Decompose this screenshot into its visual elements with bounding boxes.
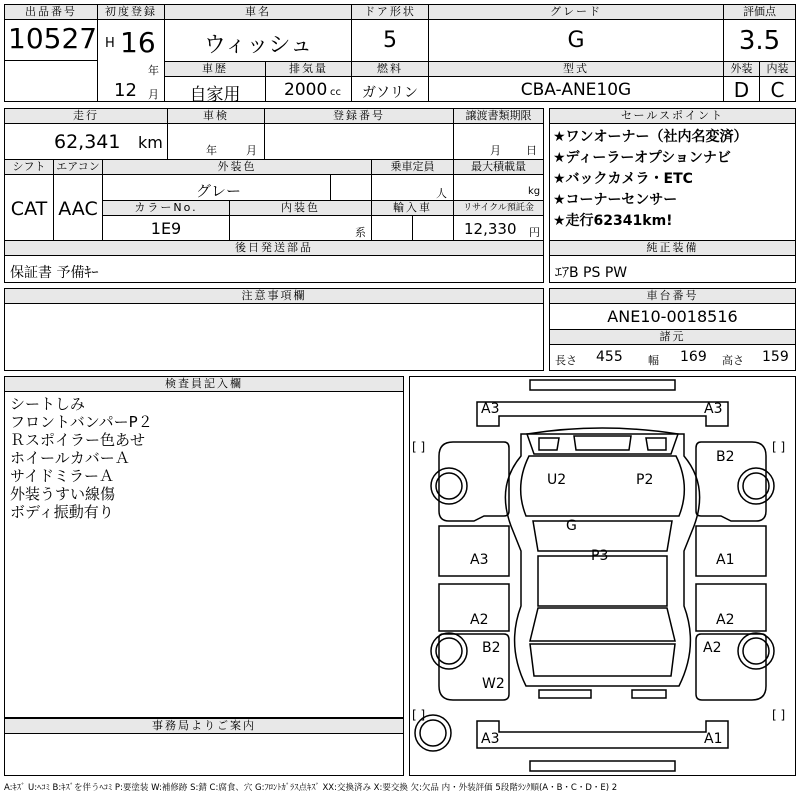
inspector-notes — [10, 395, 153, 521]
inspection-month-unit: 月 — [246, 144, 257, 157]
mileage-label: 走行 — [4, 108, 168, 124]
shift: CAT — [10, 198, 48, 220]
chassis-label: 車台番号 — [549, 288, 796, 304]
caution-label: 注意事項欄 — [4, 288, 544, 304]
inspection-label: 車検 — [167, 108, 265, 124]
bracket-right-top: [ ] — [772, 440, 786, 454]
import-divider — [412, 215, 413, 241]
door-label: ドア形状 — [351, 4, 429, 20]
lot-number: 10527 — [8, 22, 98, 55]
mark-left-rear-lower: W2 — [482, 676, 505, 692]
year-unit: 年 — [148, 64, 159, 77]
lot-number-label: 出品番号 — [4, 4, 98, 20]
ac: AAC — [58, 198, 98, 220]
first-registration-label: 初度登録 — [97, 4, 165, 20]
mark-roof-u: U2 — [547, 472, 567, 488]
height: 159 — [762, 349, 789, 365]
recycle-unit: 円 — [529, 226, 540, 239]
bracket-right-bottom: [ ] — [772, 708, 786, 722]
car-name-label: 車名 — [164, 4, 352, 20]
load-unit: kg — [528, 186, 541, 197]
mark-front-left: A3 — [481, 401, 500, 417]
inspector-note-3: Ｒスポイラー色あせ — [10, 431, 146, 449]
equipment-value: ｴｱB PS PW — [555, 265, 628, 281]
load-label: 最大積載量 — [453, 159, 544, 175]
inspector-note-6: 外装うすい線傷 — [10, 485, 116, 503]
month: 12 — [114, 80, 137, 101]
height-label: 高さ — [722, 354, 744, 367]
shift-label: シフト — [4, 159, 54, 175]
ext-label: 外装 — [723, 61, 760, 77]
inspector-note-4: ホイールカバーＡ — [10, 449, 130, 467]
chassis-number: ANE10-0018516 — [607, 307, 738, 326]
mileage-unit: km — [138, 133, 163, 152]
fuel: ガソリン — [362, 85, 418, 101]
inspector-note-1: シートしみ — [10, 395, 86, 413]
mark-front-right: A3 — [704, 401, 723, 417]
sales-point-5: ★走行62341km! — [553, 213, 673, 229]
inspector-label: 検査員記入欄 — [4, 376, 404, 392]
mark-right-rear-door: A2 — [716, 612, 735, 628]
exterior-color: グレー — [196, 182, 242, 200]
transfer-deadline-label: 譲渡書類期限 — [453, 108, 544, 124]
capacity-unit: 人 — [436, 187, 447, 200]
ext-grade: D — [733, 78, 750, 102]
mark-roof-p: P2 — [636, 472, 654, 488]
import-label: 輸入車 — [371, 200, 454, 216]
grade: G — [567, 28, 585, 53]
office-label: 事務局よりご案内 — [4, 718, 404, 734]
int-label: 内装 — [759, 61, 796, 77]
displacement: 2000 — [284, 80, 328, 100]
width-label: 幅 — [648, 354, 659, 367]
exterior-color-label: 外装色 — [102, 159, 372, 175]
color-no: 1E9 — [150, 219, 182, 238]
length: 455 — [596, 349, 623, 365]
grade-label: グレード — [428, 4, 724, 20]
mark-left-rear-wheel: B2 — [482, 640, 501, 656]
bracket-left-top: [ ] — [412, 440, 426, 454]
mark-glass: G — [566, 518, 577, 534]
model: CBA-ANE10G — [520, 80, 632, 100]
score: 3.5 — [738, 26, 781, 56]
mark-rear-left: A3 — [481, 731, 500, 747]
transfer-month-unit: 月 — [490, 144, 501, 157]
exterior-color-divider — [330, 174, 331, 201]
sales-points-label: セールスポイント — [549, 108, 796, 124]
car-name: ウィッシュ — [203, 33, 313, 58]
reg-number-label: 登録番号 — [264, 108, 454, 124]
mark-left-front-door: A3 — [470, 552, 489, 568]
inspector-note-7: ボディ振動有り — [10, 503, 114, 521]
lot-number-empty-box — [4, 60, 98, 102]
model-label: 型式 — [428, 61, 724, 77]
fuel-label: 燃料 — [351, 61, 429, 77]
sales-points-list — [553, 127, 748, 232]
mileage: 62,341 — [54, 131, 121, 153]
interior-color-label: 内装色 — [229, 200, 372, 216]
length-label: 長さ — [555, 354, 577, 367]
mark-center: P3 — [591, 548, 609, 564]
displacement-label: 排気量 — [265, 61, 352, 77]
car-diagram — [409, 376, 796, 776]
doors: 5 — [383, 28, 397, 53]
mark-right-front-door: A1 — [716, 552, 735, 568]
mark-right-rear-wheel: A2 — [703, 640, 722, 656]
mark-left-rear-door: A2 — [470, 612, 489, 628]
history-label: 車歴 — [164, 61, 266, 77]
capacity-label: 乗車定員 — [371, 159, 454, 175]
later-parts-value: 保証書 予備ｷｰ — [10, 265, 99, 281]
inspection-year-unit: 年 — [206, 144, 217, 157]
recycle-label: リサイクル預託金 — [453, 200, 544, 216]
score-label: 評価点 — [723, 4, 796, 20]
interior-color-unit: 系 — [355, 226, 366, 239]
inspector-note-5: サイドミラーＡ — [10, 467, 114, 485]
sales-point-2: ★ディーラーオプションナビ — [553, 150, 731, 166]
recycle: 12,330 — [464, 220, 517, 238]
later-parts-label: 後日発送部品 — [4, 240, 544, 256]
int-grade: C — [770, 78, 785, 102]
sales-point-3: ★バックカメラ・ETC — [553, 171, 693, 187]
mark-rear-right: A1 — [704, 731, 723, 747]
mark-right-front-wheel: B2 — [716, 449, 735, 465]
bracket-left-bottom: [ ] — [412, 708, 426, 722]
equipment-label: 純正装備 — [549, 240, 796, 256]
era: H — [105, 36, 115, 51]
width: 169 — [680, 349, 707, 365]
month-unit: 月 — [148, 88, 159, 101]
ac-label: エアコン — [53, 159, 103, 175]
footer-legend: A:ｷｽﾞ U:ﾍｺﾐ B:ｷｽﾞを伴うﾍｺﾐ P:要塗装 W:補修跡 S:錆 C:腐食、穴 G:ﾌﾛﾝﾄｶﾞﾗｽ点ｷｽﾞ XX:交換済み X:要交換 欠:欠品 内・外装評価 5段階ﾗﾝｸ順(A・B・C・D・E) 2 — [4, 783, 618, 793]
displacement-unit: cc — [330, 87, 341, 98]
year: 16 — [120, 26, 156, 59]
sales-point-4: ★コーナーセンサー — [553, 192, 678, 208]
specs-label: 諸元 — [549, 329, 796, 345]
history: 自家用 — [189, 85, 241, 105]
sales-point-1: ★ワンオーナー（社内名変済） — [553, 129, 748, 145]
transfer-day-unit: 日 — [526, 144, 537, 157]
color-no-label: カラーNo. — [102, 200, 230, 216]
inspector-note-2: フロントバンパーP２ — [10, 413, 153, 431]
